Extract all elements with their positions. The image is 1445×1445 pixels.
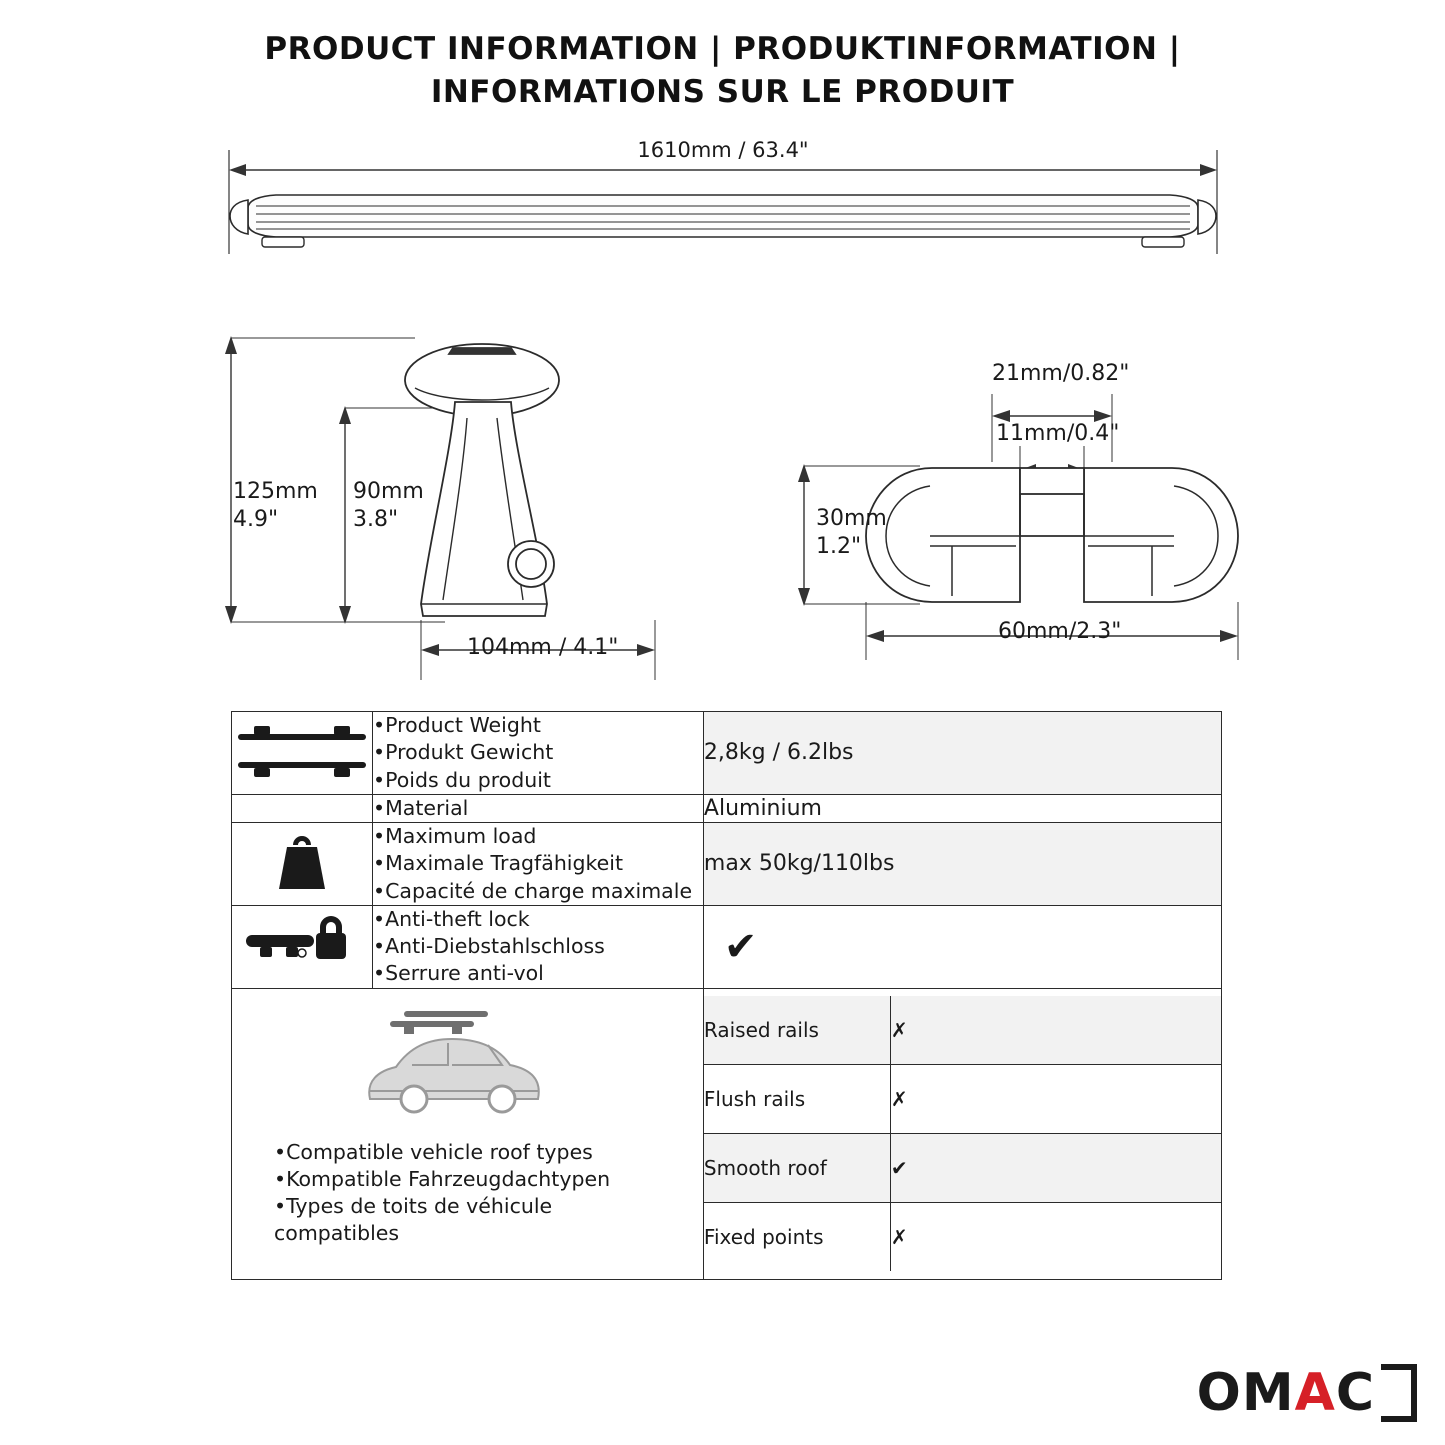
row-icon-cell-empty (232, 794, 373, 822)
compat-row-mark: ✗ (890, 1203, 1221, 1272)
table-row (232, 794, 1222, 822)
crossbar-length-diagram (228, 138, 1218, 288)
compatibility-values-cell (703, 988, 1221, 1279)
profile-width-label: 60mm/2.3" (998, 619, 1122, 644)
logo-om: OM (1196, 1363, 1295, 1423)
row-label-cell (373, 905, 704, 988)
compat-row-name: Flush rails (704, 1065, 891, 1134)
car-with-rack-icon (352, 1003, 552, 1123)
profile-slot-outer-label: 21mm/0.82" (992, 361, 1130, 386)
specification-table (231, 711, 1222, 1280)
page-title-line2: INFORMATIONS SUR LE PRODUIT (430, 73, 1015, 110)
spec-label: •Product Weight (373, 713, 541, 737)
compat-row-mark: ✔ (890, 1134, 1221, 1203)
foot-total-height-mm: 125mm (233, 479, 318, 504)
row-label-cell (373, 712, 704, 795)
profile-height-in: 1.2" (816, 533, 862, 559)
spec-label: •Maximale Tragfähigkeit (373, 851, 624, 876)
compat-label: •Types de toits de véhicule (274, 1194, 553, 1218)
spec-label: •Poids du produit (373, 767, 551, 792)
length-dimension-label: 1610mm / 63.4" (637, 138, 809, 162)
list-item (704, 1203, 1221, 1272)
spec-label: •Anti-Diebstahlschloss (373, 934, 605, 958)
table-row (232, 905, 1222, 988)
compat-row-name: Fixed points (704, 1203, 891, 1272)
omac-logo (1197, 1363, 1417, 1423)
compat-label: compatibles (274, 1221, 400, 1246)
lock-icon (232, 911, 372, 983)
row-label-cell (373, 794, 704, 822)
bar-profile-diagram (780, 350, 1240, 680)
spec-label: •Anti-theft lock (373, 906, 530, 931)
material-value: Aluminium (703, 794, 1221, 822)
compat-row-name: Raised rails (704, 996, 891, 1065)
spec-label: •Material (373, 795, 469, 820)
profile-height-label (816, 505, 887, 560)
row-icon-cell (232, 905, 373, 988)
list-item (704, 1134, 1221, 1203)
max-load-value: max 50kg/110lbs (703, 823, 1221, 906)
logo-a: A (1294, 1363, 1336, 1423)
compatibility-subtable (704, 996, 1221, 1271)
compat-row-mark: ✗ (890, 996, 1221, 1065)
foot-inner-height-in: 3.8" (353, 506, 399, 532)
list-item (704, 996, 1221, 1065)
spec-label: •Serrure anti-vol (373, 961, 544, 986)
foot-total-height-in: 4.9" (233, 506, 279, 532)
row-icon-cell (232, 823, 373, 906)
table-row (232, 823, 1222, 906)
compat-label: •Kompatible Fahrzeugdachtypen (274, 1166, 611, 1191)
profile-height-mm: 30mm (816, 506, 887, 531)
crossbars-icon (232, 718, 372, 788)
profile-slot-inner-label: 11mm/0.4" (996, 421, 1120, 446)
weight-icon (232, 831, 372, 897)
table-row (232, 712, 1222, 795)
compat-label: •Compatible vehicle roof types (274, 1139, 593, 1164)
spec-label: •Capacité de charge maximale (373, 878, 693, 903)
anti-theft-check: ✔ (723, 923, 758, 970)
foot-inner-height-mm: 90mm (353, 479, 424, 504)
compatibility-labels (232, 1139, 703, 1248)
row-icon-cell (232, 712, 373, 795)
anti-theft-value-cell (703, 905, 1221, 988)
list-item (704, 1065, 1221, 1134)
product-weight-value: 2,8kg / 6.2lbs (703, 712, 1221, 795)
logo-corner-mark (1381, 1364, 1417, 1422)
spec-label: •Maximum load (373, 824, 537, 848)
foot-side-view-diagram (215, 332, 685, 700)
compatibility-label-cell (232, 988, 704, 1279)
spec-label: •Produkt Gewicht (373, 740, 554, 765)
foot-total-height-label (233, 478, 318, 533)
logo-c: C (1335, 1363, 1375, 1423)
table-row (232, 988, 1222, 1279)
row-label-cell (373, 823, 704, 906)
page-title-line1: PRODUCT INFORMATION | PRODUKTINFORMATION | (264, 31, 1181, 67)
foot-width-label: 104mm / 4.1" (467, 635, 619, 660)
foot-inner-height-label (353, 478, 424, 533)
compat-row-name: Smooth roof (704, 1134, 891, 1203)
compat-row-mark: ✗ (890, 1065, 1221, 1134)
page-title (0, 28, 1445, 114)
